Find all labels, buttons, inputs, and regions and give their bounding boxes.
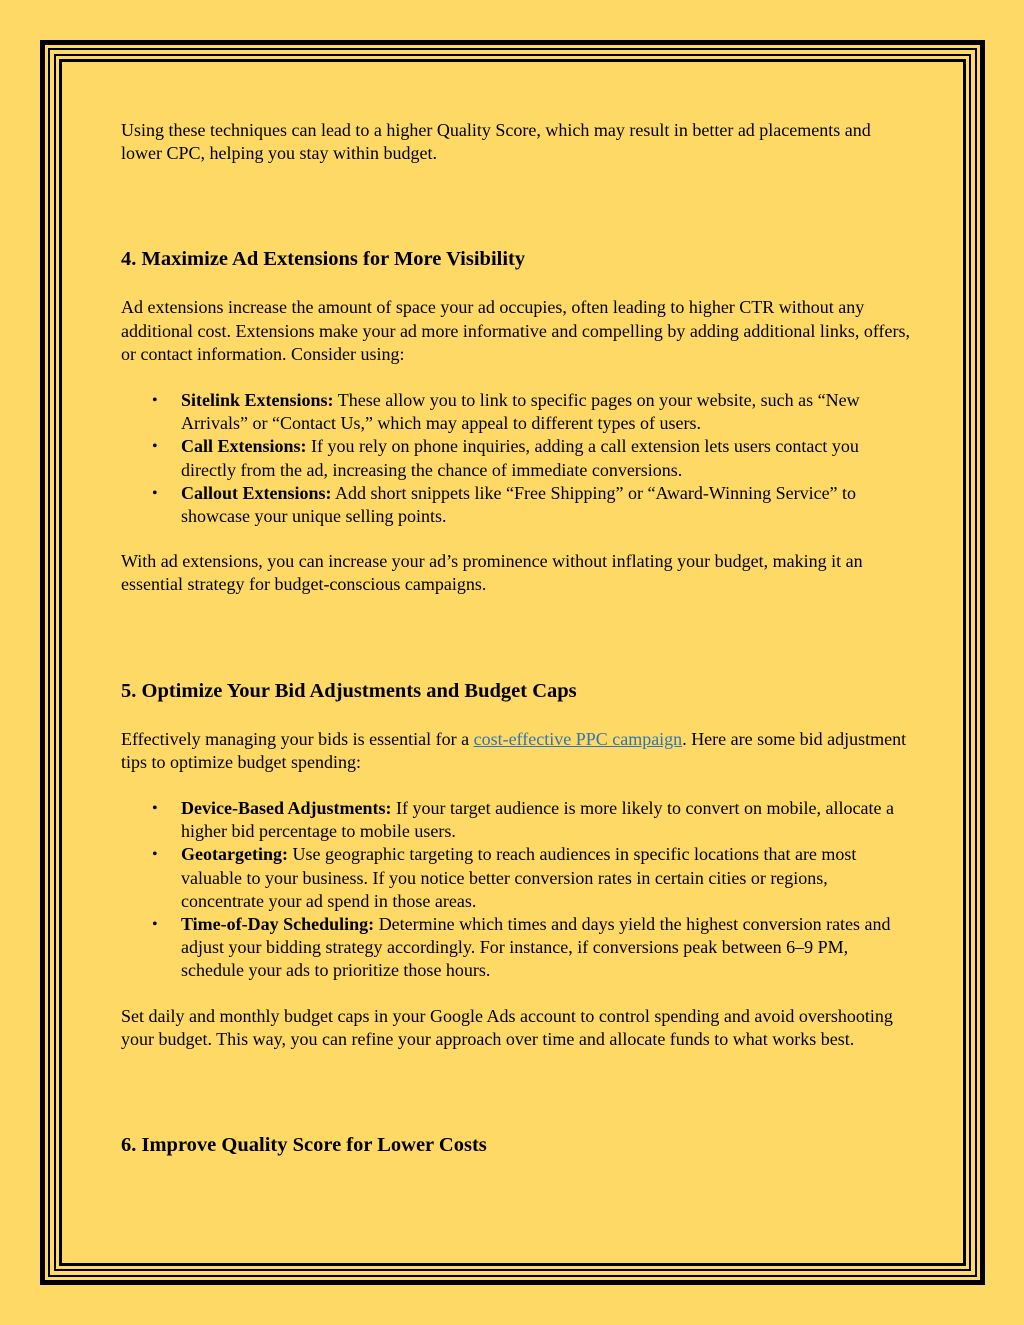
list-item-text: If your target audience is more likely to convert on mobile, allocate a higher bid percentage to mobile users. xyxy=(181,798,894,842)
list-item xyxy=(181,435,911,481)
list-item xyxy=(181,797,911,843)
section-4-heading: 4. Maximize Ad Extensions for More Visibility xyxy=(121,248,526,271)
section-5-paragraph-2: Set daily and monthly budget caps in your Google Ads account to control spending and avoid overshooting your budget. This way, you can refine your approach over time and allocate funds to what works best. xyxy=(121,1005,893,1049)
list-item-lead: Callout Extensions: xyxy=(181,482,332,503)
list-item-lead: Device-Based Adjustments: xyxy=(181,798,392,819)
section-5-paragraph-1 xyxy=(121,728,911,774)
list-item-lead: Time-of-Day Scheduling: xyxy=(181,914,375,935)
paragraph-text: Effectively managing your bids is essential for a xyxy=(121,728,474,749)
list-item xyxy=(181,913,911,983)
list-item-lead: Sitelink Extensions: xyxy=(181,390,334,411)
section-4-paragraph-1: Ad extensions increase the amount of space your ad occupies, often leading to higher CTR without any additional cost. Extensions make your ad more informative and compelling by adding additional links, offers, or contact information. Consider using: xyxy=(121,297,910,364)
list-item-text: Determine which times and days yield the highest conversion rates and adjust your bidding strategy accordingly. For instance, if conversions peak between 6–9 PM, schedule your ads to prioritize those hours. xyxy=(181,914,891,981)
cost-effective-ppc-campaign-link[interactable]: cost-effective PPC campaign xyxy=(473,728,683,749)
section-6-heading: 6. Improve Quality Score for Lower Costs xyxy=(121,1134,487,1157)
section-5-heading: 5. Optimize Your Bid Adjustments and Budget Caps xyxy=(121,679,577,702)
list-item xyxy=(181,843,911,913)
document-body xyxy=(121,119,911,1182)
section-4-paragraph-2: With ad extensions, you can increase your ad’s prominence without inflating your budget, making it an essential strategy for budget-conscious campaigns. xyxy=(121,551,863,595)
list-item xyxy=(181,482,911,528)
section-4-list xyxy=(121,389,911,528)
paragraph-text: . Here are some bid adjustment tips to optimize budget spending: xyxy=(121,728,907,772)
section-5-list xyxy=(121,797,911,983)
list-item-lead: Call Extensions: xyxy=(181,436,307,457)
list-item-text: If you rely on phone inquiries, adding a call extension lets users contact you directly from the ad, increasing the chance of immediate conversions. xyxy=(181,436,859,480)
list-item-lead: Geotargeting: xyxy=(181,844,288,865)
list-item xyxy=(181,389,911,435)
list-item-text: These allow you to link to specific pages on your website, such as “New Arrivals” or “Contact Us,” which may appeal to different types of users. xyxy=(181,390,860,434)
list-item-text: Use geographic targeting to reach audiences in specific locations that are most valuable to your business. If you notice better conversion rates in certain cities or regions, concentrate your ad spend in those areas. xyxy=(181,844,857,911)
intro-paragraph: Using these techniques can lead to a higher Quality Score, which may result in better ad placements and lower CPC, helping you stay within budget. xyxy=(121,120,871,164)
list-item-text: Add short snippets like “Free Shipping” or “Award-Winning Service” to showcase your unique selling points. xyxy=(181,482,857,527)
